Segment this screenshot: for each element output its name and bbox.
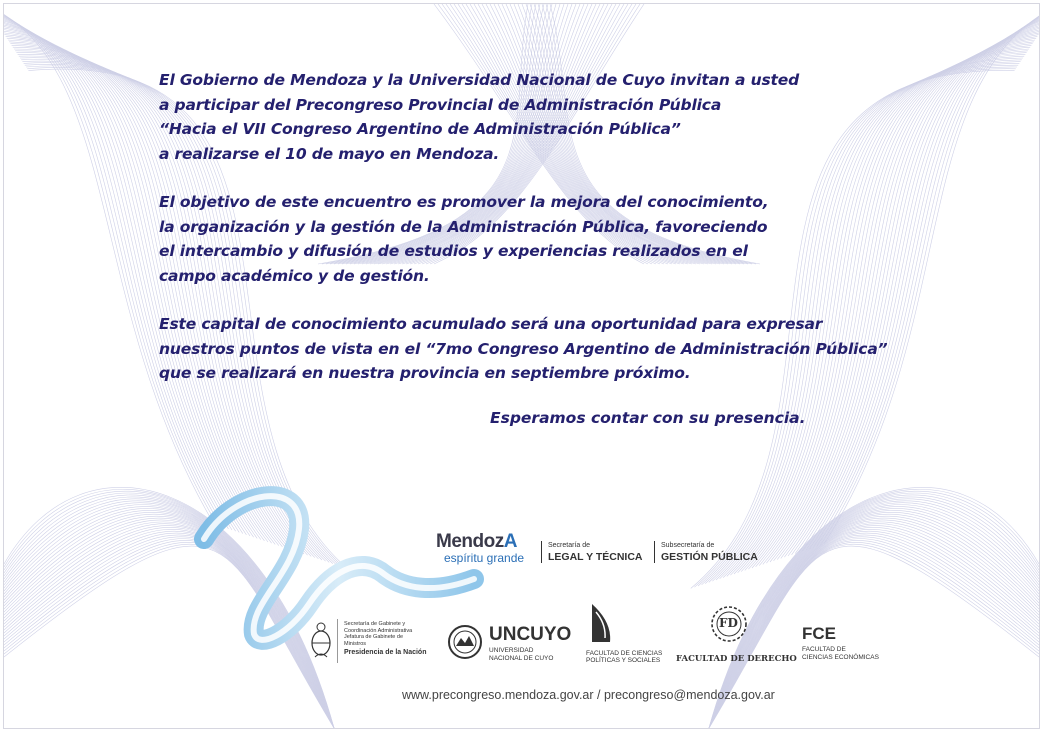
text-line: “Hacia el VII Congreso Argentino de Administración Pública” — [159, 120, 681, 138]
mendoza-logo — [436, 531, 776, 571]
text-line: a participar del Precongreso Provincial de Administración Pública — [159, 95, 722, 114]
fce-line: CIENCIAS ECONÓMICAS — [802, 654, 879, 661]
presidencia-logo — [309, 619, 437, 667]
text-line: que se realizará en nuestra provincia en septiembre próximo. — [159, 364, 691, 382]
fce-line: FACULTAD DE — [802, 646, 846, 653]
subsecretaria-label: Subsecretaría de — [661, 542, 715, 549]
fce-name: FCE — [802, 624, 836, 643]
presidencia-line: Coordinación Administrativa — [344, 627, 413, 634]
secretaria-name: LEGAL Y TÉCNICA — [548, 551, 643, 563]
paragraph-invitation — [159, 68, 919, 166]
invitation-text — [159, 68, 919, 410]
text-line: a realizarse el 10 de mayo en Mendoza. — [159, 144, 500, 163]
text-line: nuestros puntos de vista en el “7mo Congreso Argentino de Administración Pública” — [159, 339, 888, 358]
text-line: El Gobierno de Mendoza y la Universidad Nacional de Cuyo invitan a usted — [159, 71, 800, 89]
politicas-line: FACULTAD DE CIENCIAS — [586, 650, 663, 657]
mendoza-wordmark — [436, 531, 517, 553]
uncuyo-sub: UNIVERSIDAD — [489, 647, 534, 654]
presidencia-line: Jefatura de Gabinete de Ministros — [344, 634, 404, 647]
uncuyo-logo — [447, 622, 577, 668]
presidencia-title: Presidencia de la Nación — [344, 649, 427, 656]
sail-emblem-icon — [586, 602, 616, 646]
closing-line: Esperamos contar con su presencia. — [490, 409, 806, 427]
presidencia-line: Secretaría de Gabinete y — [344, 621, 406, 627]
uncuyo-seal-icon — [447, 624, 483, 660]
secretaria-label: Secretaría de — [548, 542, 591, 549]
text-line: Este capital de conocimiento acumulado será una oportunidad para expresar — [159, 315, 823, 333]
argentina-coat-of-arms-icon — [309, 621, 333, 659]
text-line: la organización y la gestión de la Administración Pública, favoreciendo — [159, 217, 768, 236]
text-line: campo académico y de gestión. — [159, 266, 430, 285]
subsecretaria-name: GESTIÓN PÚBLICA — [661, 551, 758, 563]
mendoza-word-main: Mendoz — [436, 531, 504, 552]
text-line: el intercambio y difusión de estudios y experiencias realizados en el — [159, 242, 748, 260]
derecho-logo — [676, 604, 797, 666]
fce-logo — [802, 624, 892, 668]
politicas-line: POLÍTICAS Y SOCIALES — [586, 657, 661, 664]
uncuyo-name: UNCUYO — [489, 624, 572, 645]
politicas-logo — [584, 602, 664, 666]
divider — [654, 541, 655, 563]
uncuyo-sub: NACIONAL DE CUYO — [489, 655, 554, 662]
mendoza-tagline: espíritu grande — [444, 551, 525, 565]
paragraph-opportunity — [159, 312, 919, 386]
invitation-card — [3, 3, 1040, 729]
text-line: El objetivo de este encuentro es promover la mejora del conocimiento, — [159, 193, 769, 211]
derecho-monogram: FD — [719, 616, 738, 630]
footer-contact: www.precongreso.mendoza.gov.ar / precongreso@mendoza.gov.ar — [402, 688, 775, 702]
derecho-name: FACULTAD DE DERECHO — [676, 654, 797, 664]
divider — [541, 541, 542, 563]
mendoza-word-accent: A — [503, 531, 517, 552]
presidencia-text-box — [337, 619, 427, 663]
paragraph-objective — [159, 190, 919, 288]
